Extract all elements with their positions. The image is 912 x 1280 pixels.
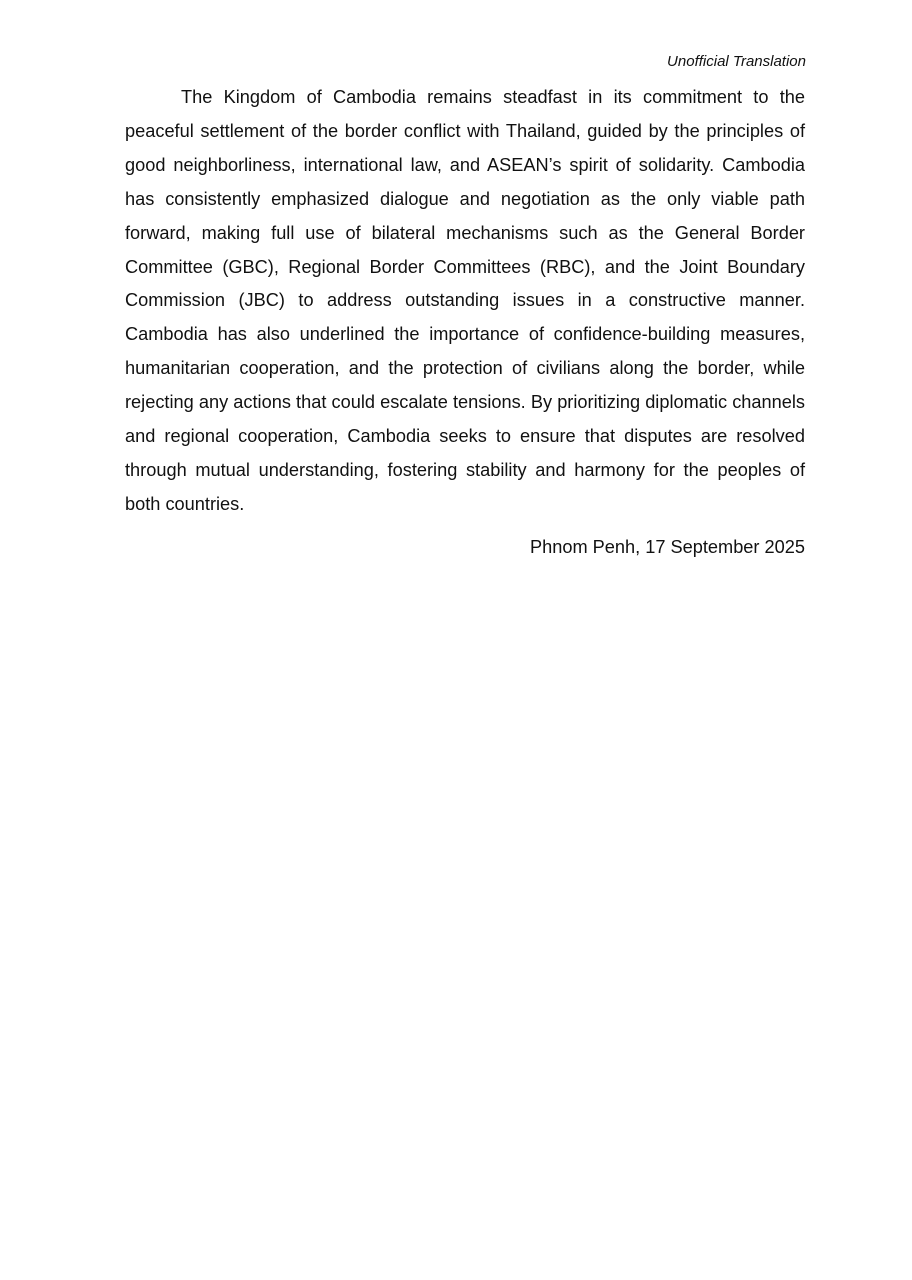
place-and-date: Phnom Penh, 17 September 2025 — [529, 537, 805, 557]
statement-paragraph: The Kingdom of Cambodia remains steadfast in its commitment to the peaceful settlement of the border conflict with Thailand, guided by the principles of good neighborliness, international law, and ASEAN’s spirit of solidarity. Cambodia has consistently emphasized dialogue and negotiation as the only viable path forward, making full use of bilateral mechanisms such as the General Border Committee (GBC), Regional Border Committees (RBC), and the Joint Boundary Commission (JBC) to address outstanding issues in a constructive manner. Cambodia has also underlined the importance of confidence-building measures, humanitarian cooperation, and the protection of civilians along the border, while rejecting any actions that could escalate tensions. By prioritizing diplomatic channels and regional cooperation, Cambodia seeks to ensure that disputes are resolved through mutual understanding, fostering stability and harmony for the peoples of both countries. — [125, 87, 805, 514]
unofficial-translation-note: Unofficial Translation — [667, 53, 806, 70]
